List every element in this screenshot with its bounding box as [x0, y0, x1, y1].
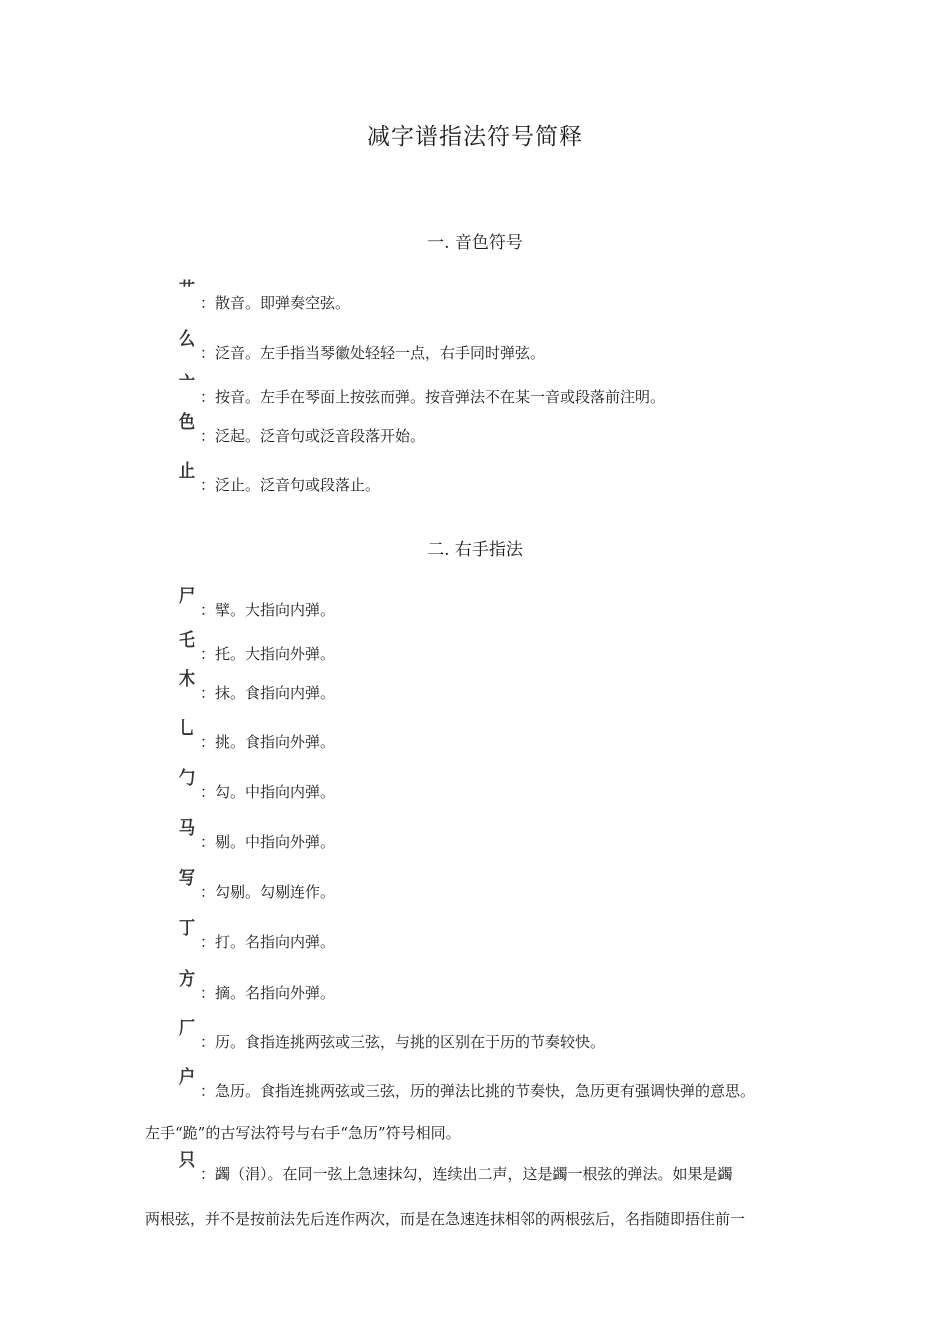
entry-text: ：蠲（涓）。在同一弦上急速抹勾，连续出二声，这是蠲一根弦的弹法。如果是蠲 — [200, 1165, 733, 1183]
list-item — [178, 630, 336, 664]
jianzi-glyph: 只 — [178, 1150, 196, 1171]
entry-text: ：急历。食指连挑两弦或三弦，历的弹法比挑的节奏快，急历更有强调快弹的意思。 — [200, 1082, 756, 1100]
jianzi-glyph: 乚 — [178, 718, 196, 739]
entry-text: ：摘。名指向外弹。 — [200, 984, 336, 1002]
jianzi-glyph: 方 — [178, 969, 196, 990]
jianzi-glyph: 乇 — [178, 630, 196, 651]
list-item — [178, 1150, 733, 1184]
list-item — [178, 669, 336, 703]
paragraph-continuation: 左手“跪”的古写法符号与右手“急历”符号相同。 — [145, 1124, 461, 1142]
list-item — [178, 329, 546, 363]
entry-text: ：挑。食指向外弹。 — [200, 733, 336, 751]
entry-text: ：托。大指向外弹。 — [200, 645, 336, 663]
list-item — [178, 969, 336, 1003]
entry-text: ：抹。食指向内弹。 — [200, 684, 336, 702]
entry-text: ：擘。大指向内弹。 — [200, 601, 336, 619]
section-heading-right-hand: 二. 右手指法 — [427, 540, 523, 560]
list-item — [178, 868, 336, 902]
list-item — [178, 279, 351, 313]
jianzi-glyph: 亠 — [178, 373, 196, 394]
entry-text: ：剔。中指向外弹。 — [200, 833, 336, 851]
entry-text: ：历。食指连挑两弦或三弦，与挑的区别在于历的节奏较快。 — [200, 1033, 606, 1051]
list-item — [178, 1067, 756, 1101]
list-item — [178, 818, 336, 852]
section-heading-timbre: 一. 音色符号 — [427, 233, 523, 253]
entry-text: ：泛起。泛音句或泛音段落开始。 — [200, 427, 426, 445]
entry-text: ：勾剔。勾剔连作。 — [200, 883, 336, 901]
list-item — [178, 1018, 606, 1052]
jianzi-glyph: 勹 — [178, 768, 196, 789]
jianzi-glyph: 写 — [178, 868, 196, 889]
list-item — [178, 718, 336, 752]
jianzi-glyph: 么 — [178, 329, 196, 350]
list-item — [178, 918, 336, 952]
entry-text: ：泛止。泛音句或段落止。 — [200, 476, 381, 494]
entry-text: ：按音。左手在琴面上按弦而弹。按音弹法不在某一音或段落前注明。 — [200, 388, 666, 406]
page-title: 减字谱指法符号简释 — [367, 124, 583, 150]
list-item — [178, 586, 336, 620]
jianzi-glyph: 色 — [178, 412, 196, 433]
jianzi-glyph: 厂 — [178, 1018, 196, 1039]
list-item — [178, 412, 426, 446]
jianzi-glyph: 丁 — [178, 918, 196, 939]
paragraph-continuation: 两根弦，并不是按前法先后连作两次，而是在急速连抹相邻的两根弦后，名指随即捂住前一 — [145, 1210, 746, 1228]
list-item — [178, 461, 381, 495]
entry-text: ：勾。中指向内弹。 — [200, 783, 336, 801]
jianzi-glyph: 尸 — [178, 586, 196, 607]
jianzi-glyph: 艹 — [178, 279, 196, 300]
jianzi-glyph: 止 — [178, 461, 196, 482]
jianzi-glyph: 木 — [178, 669, 196, 690]
list-item — [178, 373, 666, 407]
entry-text: ：散音。即弹奏空弦。 — [200, 294, 351, 312]
entry-text: ：泛音。左手指当琴徽处轻轻一点，右手同时弹弦。 — [200, 344, 546, 362]
jianzi-glyph: 马 — [178, 818, 196, 839]
list-item — [178, 768, 336, 802]
entry-text: ：打。名指向内弹。 — [200, 933, 336, 951]
jianzi-glyph: 户 — [178, 1067, 196, 1088]
